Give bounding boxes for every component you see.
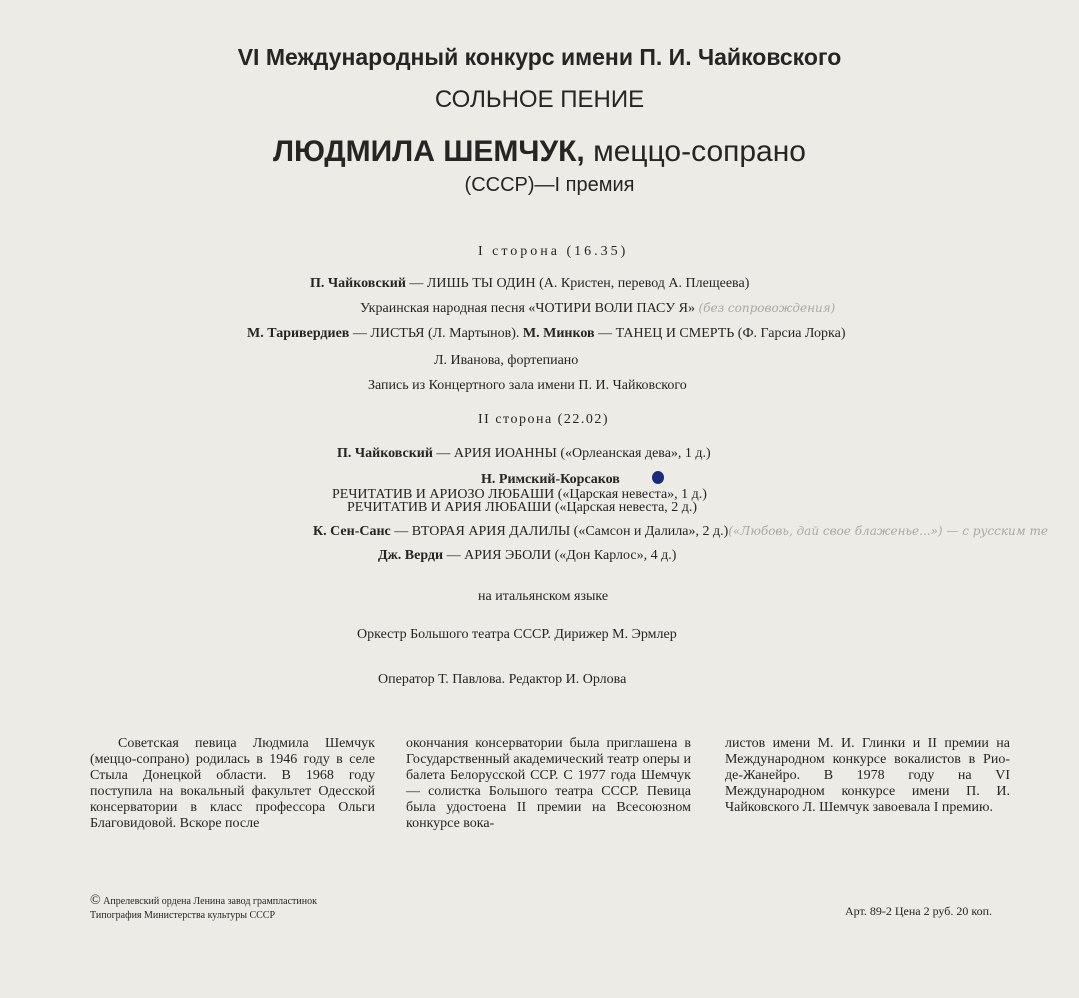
voice-type: меццо-сопрано	[593, 135, 806, 168]
accompanist: Л. Иванова, фортепиано	[434, 353, 579, 368]
bio-column-1: Советская певица Людмила Шемчук (меццо-сопрано) родилась в 1946 году в селе Стыла Донецкой области. В 1968 году поступила на вокальный факультет Одесской консерватории в класс профессора Ольги Благовидовой. Вскоре после	[90, 736, 375, 831]
track-title: — ЛИШЬ ТЫ ОДИН (А. Кристен, перевод А. Плещеева)	[409, 276, 750, 291]
track-title: — АРИЯ ЭБОЛИ («Дон Карлос», 4 д.)	[446, 548, 677, 563]
handwritten-note: (без сопровождения)	[698, 301, 836, 315]
composer: П. Чайковский	[310, 276, 406, 291]
artist-name: ЛЮДМИЛА ШЕМЧУК,	[273, 135, 585, 168]
side2-heading: II сторона (22.02)	[478, 412, 610, 427]
composer: Дж. Верди	[378, 548, 444, 563]
credits: Оператор Т. Павлова. Редактор И. Орлова	[378, 672, 627, 687]
track-row	[310, 276, 749, 292]
bio-column-2: окончания консерватории была приглашена в Государственный академический театр оперы и балета Белорусской ССР. С 1977 года Шемчук — солистка Большого театра СССР. Певица была удостоена II премии на Всесоюзном конкурсе вока-	[406, 736, 691, 831]
price-info: Арт. 89-2 Цена 2 руб. 20 коп.	[845, 904, 993, 918]
copyright-icon: ©	[90, 893, 101, 908]
award: (СССР)—I премия	[464, 174, 635, 196]
publisher: Апрелевский ордена Ленина завод грампластинок	[103, 896, 317, 907]
track-title: Украинская народная песня «ЧОТИРИ ВОЛИ ПАСУ Я»	[360, 301, 695, 316]
competition-title: VI Международный конкурс имени П. И. Чайковского	[237, 44, 842, 70]
publisher-line	[90, 893, 317, 909]
track-title: РЕЧИТАТИВ И АРИОЗО ЛЮБАШИ («Царская невеста», 1 д.)	[332, 487, 707, 502]
composer: К. Сен-Санс	[313, 524, 391, 539]
track-row	[247, 326, 846, 342]
composer: П. Чайковский	[337, 446, 433, 461]
composer: М. Минков	[522, 326, 595, 341]
ink-blot	[652, 471, 664, 484]
artist-line	[0, 135, 1079, 169]
track-row	[378, 548, 676, 564]
track-row	[360, 301, 835, 317]
track-row	[313, 524, 1048, 540]
recording-info: Запись из Концертного зала имени П. И. Чайковского	[368, 378, 687, 393]
track-title: РЕЧИТАТИВ И АРИЯ ЛЮБАШИ («Царская невеста, 2 д.)	[347, 500, 698, 515]
track-title: — ВТОРАЯ АРИЯ ДАЛИЛЫ («Самсон и Далила», 2 д.)	[394, 524, 729, 539]
language-note: на итальянском языке	[478, 589, 609, 604]
track-title: — ТАНЕЦ И СМЕРТЬ (Ф. Гарсиа Лорка)	[598, 326, 846, 341]
side1-heading: I сторона (16.35)	[478, 244, 629, 259]
handwritten-note: («Любовь, дай свое блаженье...») — с русским те	[728, 524, 1048, 538]
track-title: — АРИЯ ИОАННЫ («Орлеанская дева», 1 д.)	[436, 446, 711, 461]
orchestra-info: Оркестр Большого театра СССР. Дирижер М. Эрмлер	[357, 627, 677, 642]
composer: М. Таривердиев	[247, 326, 350, 341]
category-title: СОЛЬНОЕ ПЕНИЕ	[434, 86, 645, 113]
track-row	[337, 446, 711, 462]
printer: Типография Министерства культуры СССР	[90, 910, 276, 921]
track-title: — ЛИСТЬЯ (Л. Мартынов).	[352, 326, 520, 341]
bio-column-3: листов имени М. И. Глинки и II премии на Международном конкурсе вокалистов в Рио-де-Жанейро. В 1978 году на VI Международном конкурсе имени П. И. Чайковского Л. Шемчук завоевала I премию.	[725, 736, 1010, 815]
composer: Н. Римский-Корсаков	[481, 472, 620, 487]
